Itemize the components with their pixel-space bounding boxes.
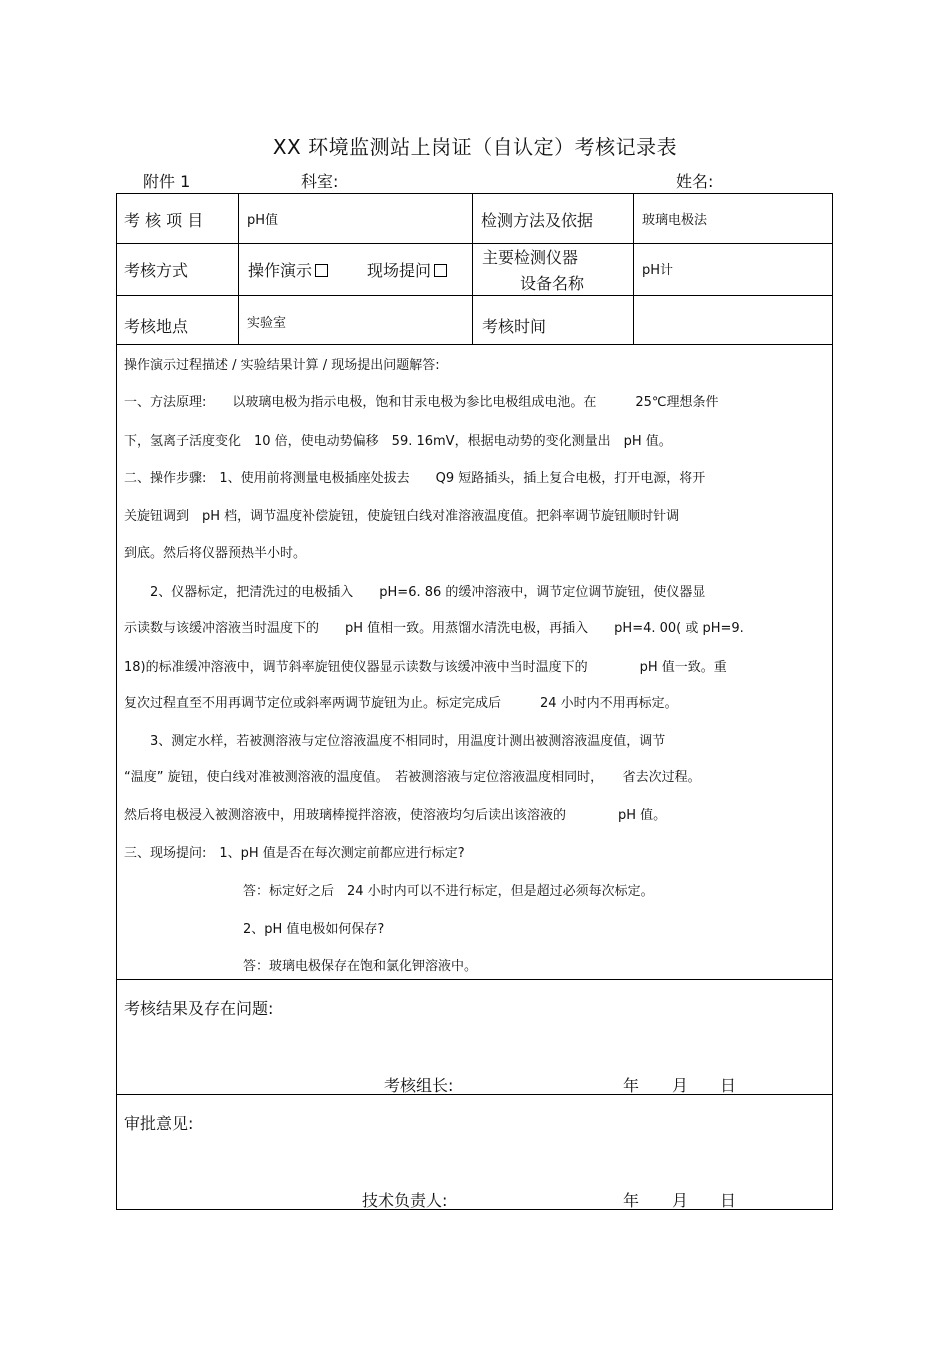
page-title: XX 环境监测站上岗证（自认定）考核记录表 [272,135,678,159]
exam-mode-label: 考核方式 [124,261,189,280]
content-line: 答：标定好之后 24 小时内可以不进行标定，但是超过必须每次标定。 [243,884,654,899]
content-line: 3、测定水样，若被测溶液与定位溶液温度不相同时，用温度计测出被测溶液温度值，调节 [124,734,666,749]
content-line: 二、操作步骤: 1、使用前将测量电极插座处拔去 Q9 短路插头，插上复合电极，打开电源，将开 [124,471,706,486]
approval-month: 月 [672,1191,689,1210]
column-divider [633,194,634,344]
content-line: “温度” 旋钮，使白线对准被测溶液的温度值。 若被测溶液与定位溶液温度相同时， 省去次过程。 [124,770,701,785]
instrument-label-line2: 设备名称 [520,274,585,293]
content-line: 示读数与该缓冲溶液当时温度下的 pH 值相一致。用蒸馏水清洗电极，再插入 pH=4. 00( 或 pH=9. [124,621,744,636]
exam-location-label: 考核地点 [124,317,189,336]
instrument-value: pH计 [642,263,674,278]
result-month: 月 [672,1076,689,1095]
option-demo[interactable] [248,258,328,281]
department-label: 科室: [301,172,339,191]
exam-time-label: 考核时间 [482,317,547,336]
name-label: 姓名: [676,172,714,191]
method-basis-value: 玻璃电极法 [642,213,708,228]
attachment-label: 附件 1 [143,172,191,191]
content-line: 2、pH 值电极如何保存? [243,922,385,937]
option-question-label: 现场提问 [367,261,432,280]
row-divider [117,295,832,296]
exam-location-value: 实验室 [247,316,287,331]
content-line: 18)的标准缓冲溶液中，调节斜率旋钮使仪器显示读数与该缓冲液中当时温度下的 pH 值一致。重 [124,660,727,675]
approval-day: 日 [720,1191,737,1210]
content-line: 复次过程直至不用再调节定位或斜率两调节旋钮为止。标定完成后 24 小时内不用再标定。 [124,696,678,711]
content-line: 关旋钮调到 pH 档，调节温度补偿旋钮，使旋钮白线对准溶液温度值。把斜率调节旋钮顺时针调 [124,509,680,524]
content-line: 下，氢离子活度变化 10 倍，使电动势偏移 59. 16mV，根据电动势的变化测量出 pH 值。 [124,434,672,449]
row-divider [117,243,832,244]
checkbox-icon[interactable] [315,264,328,277]
option-question[interactable] [367,258,447,281]
content-line: 到底。然后将仪器预热半小时。 [124,546,307,561]
content-line: 2、仪器标定，把清洗过的电极插入 pH=6. 86 的缓冲溶液中，调节定位调节旋钮，使仪器显 [124,585,706,600]
approval-label: 审批意见: [124,1114,194,1133]
row-divider [117,344,832,345]
result-year: 年 [623,1076,640,1095]
content-line: 答：玻璃电极保存在饱和氯化钾溶液中。 [243,959,478,974]
approval-year: 年 [623,1191,640,1210]
content-line: 然后将电极浸入被测溶液中，用玻璃棒搅拌溶液，使溶液均匀后读出该溶液的 pH 值。 [124,808,667,823]
exam-item-label: 考 核 项 目 [124,211,204,230]
instrument-label-line1: 主要检测仪器 [482,248,579,267]
column-divider [238,194,239,344]
content-line: 三、现场提问: 1、pH 值是否在每次测定前都应进行标定? [124,846,465,861]
result-label: 考核结果及存在问题: [124,999,274,1018]
checkbox-icon[interactable] [434,264,447,277]
content-line: 一、方法原理: 以玻璃电极为指示电极，饱和甘汞电极为参比电极组成电池。在 25℃理想条件 [124,395,719,410]
option-demo-label: 操作演示 [248,261,313,280]
result-day: 日 [720,1076,737,1095]
column-divider [472,194,473,344]
method-basis-label: 检测方法及依据 [481,211,594,230]
row-divider [117,979,832,980]
approval-signer-label: 技术负责人: [362,1191,448,1210]
content-heading: 操作演示过程描述 / 实验结果计算 / 现场提出问题解答: [124,358,440,373]
result-signer-label: 考核组长: [384,1076,454,1095]
exam-item-value: pH值 [247,213,279,228]
